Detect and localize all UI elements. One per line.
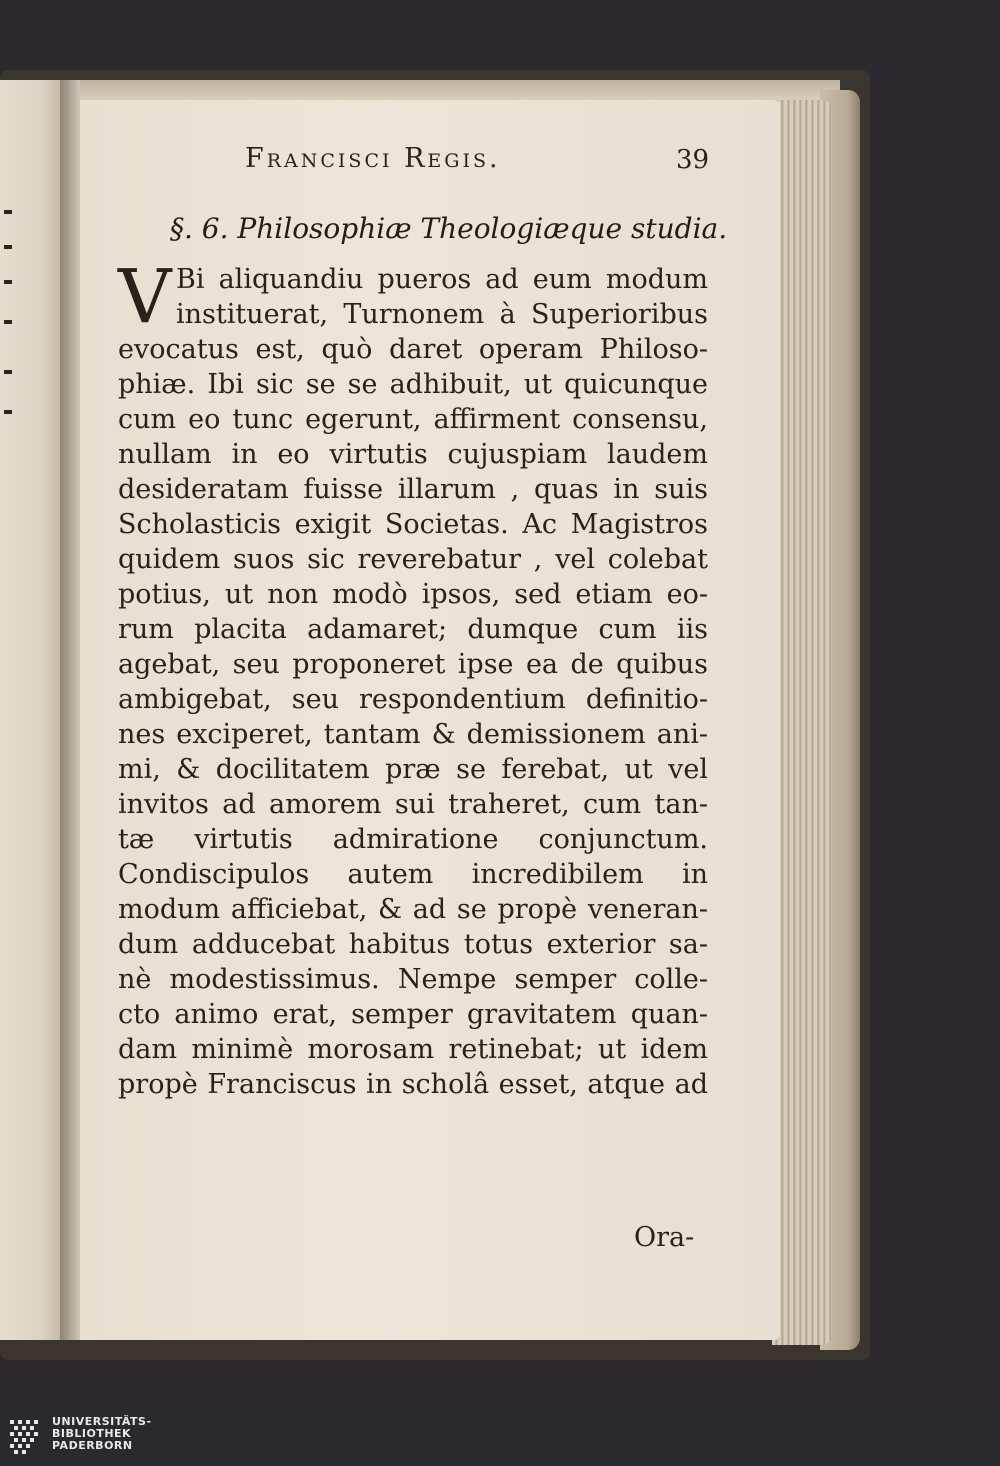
ink-mark bbox=[4, 320, 12, 324]
text-line: agebat, seu proponeret ipse ea de quibus bbox=[118, 649, 708, 680]
ink-mark bbox=[4, 245, 12, 249]
text-line: Bi aliquandiu pueros ad eum modum bbox=[176, 264, 708, 295]
text-line: desideratam fuisse illarum , quas in suis bbox=[118, 474, 708, 505]
text-line: nullam in eo virtutis cujuspiam laudem bbox=[118, 439, 708, 470]
catchword: Ora- bbox=[634, 1222, 695, 1253]
ink-mark bbox=[4, 410, 12, 414]
text-line: propè Franciscus in scholâ esset, atque ad bbox=[118, 1069, 708, 1100]
text-line: dum adducebat habitus totus exterior sa- bbox=[118, 929, 708, 960]
ink-mark bbox=[4, 370, 12, 374]
ink-mark bbox=[4, 280, 12, 284]
text-line: nè modestissimus. Nempe semper colle- bbox=[118, 964, 708, 995]
library-name-line: PADERBORN bbox=[52, 1439, 133, 1452]
text-line: cum eo tunc egerunt, affirment consensu, bbox=[118, 404, 708, 435]
text-line: ambigebat, seu respondentium definitio- bbox=[118, 684, 708, 715]
drop-cap: V bbox=[118, 254, 172, 340]
text-line: modum afficiebat, & ad se propè veneran- bbox=[118, 894, 708, 925]
text-line: nes exciperet, tantam & demissionem ani- bbox=[118, 719, 708, 750]
fore-edge bbox=[772, 100, 832, 1345]
text-line: Scholasticis exigit Societas. Ac Magistros bbox=[118, 509, 708, 540]
text-line: evocatus est, quò daret operam Philoso- bbox=[118, 334, 708, 365]
library-logo-icon bbox=[8, 1418, 44, 1458]
body-text bbox=[118, 254, 708, 1102]
text-line: quidem suos sic reverebatur , vel colebat bbox=[118, 544, 708, 575]
text-line: instituerat, Turnonem à Superioribus bbox=[176, 299, 708, 330]
text-line: potius, ut non modò ipsos, sed etiam eo- bbox=[118, 579, 708, 610]
text-line: phiæ. Ibi sic se se adhibuit, ut quicunque bbox=[118, 369, 708, 400]
text-line: Condiscipulos autem incredibilem in bbox=[118, 859, 708, 890]
library-name-line: BIBLIOTHEK bbox=[52, 1427, 132, 1440]
text-line: dam minimè morosam retinebat; ut idem bbox=[118, 1034, 708, 1065]
running-head: Francisci Regis. bbox=[245, 143, 501, 174]
text-line: invitos ad amorem sui traheret, cum tan- bbox=[118, 789, 708, 820]
text-line: cto animo erat, semper gravitatem quan- bbox=[118, 999, 708, 1030]
text-line: tæ virtutis admiratione conjunctum. bbox=[118, 824, 708, 855]
ink-mark bbox=[4, 210, 12, 214]
page-number: 39 bbox=[676, 145, 710, 175]
library-name bbox=[52, 1416, 152, 1452]
text-line: rum placita adamaret; dumque cum iis bbox=[118, 614, 708, 645]
section-heading: §. 6. Philosophiæ Theologiæque studia. bbox=[170, 212, 728, 245]
text-line: mi, & docilitatem præ se ferebat, ut vel bbox=[118, 754, 708, 785]
library-name-line: UNIVERSITÄTS- bbox=[52, 1415, 152, 1428]
